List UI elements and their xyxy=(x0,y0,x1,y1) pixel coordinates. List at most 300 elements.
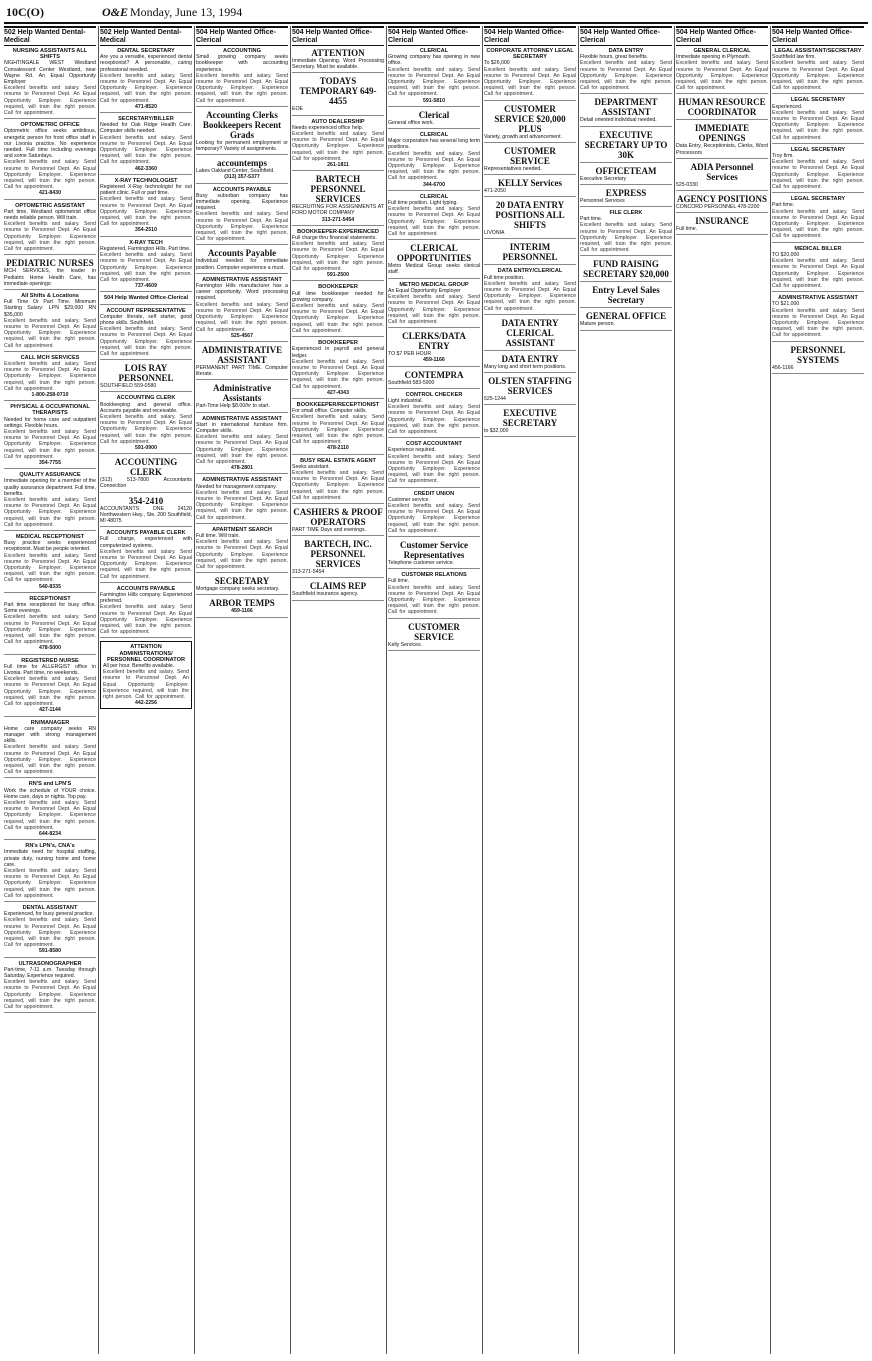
ad-body-text: Excellent benefits and salary. Send resume to Personnel Dept. An Equal Opportunity Employer. Experience required, will train the right person. Call for appointment. xyxy=(772,307,864,339)
classified-ad xyxy=(580,130,672,163)
ad-body: Personnel Services xyxy=(580,197,625,204)
ad-body: Major corporation has several long term positions. xyxy=(388,138,480,151)
ad-body: Full time position. Light typing. xyxy=(388,200,458,207)
ad-body: Immediate opening in Plymouth. xyxy=(676,54,751,61)
ad-title: ACCOUNTING CLERK xyxy=(116,395,176,402)
ad-body: An Equal Opportunity Employer xyxy=(388,287,461,294)
ad-title: OPTOMETRIC OFFICE xyxy=(20,122,80,129)
ad-title: MEDICAL RECEPTIONIST xyxy=(15,534,85,541)
ad-phone: 591-0900 xyxy=(135,444,157,451)
ad-phone: 442-2256 xyxy=(135,700,157,707)
ad-body-text: Excellent benefits and salary. Send resume to Personnel Dept. An Equal Opportunity Employer. Experience required, will train the right person. Call for appointment. xyxy=(196,489,288,521)
ad-title: AUTO DEALERSHIP xyxy=(311,118,365,125)
classified-ad xyxy=(292,119,384,172)
classified-ad xyxy=(388,622,480,651)
column-9 xyxy=(772,26,864,1354)
column-rule xyxy=(770,26,771,1354)
ad-body: Mortgage company seeks secretary. xyxy=(196,586,280,593)
column-4 xyxy=(292,26,384,1354)
classified-ad xyxy=(484,178,576,197)
ad-body: 471-2050 xyxy=(484,188,506,195)
column-2 xyxy=(100,26,192,1354)
classified-ad xyxy=(676,123,768,158)
ad-body: Immediate opening for a member of the quality assurance department. Full time, benefits. xyxy=(4,478,96,497)
ad-body: Customer service. xyxy=(388,496,430,503)
page-number: 10C(O) xyxy=(6,5,44,19)
ad-body-text: Excellent benefits and salary. Send resume to Personnel Dept. An Equal Opportunity Employer. Experience required, will train the right person. Call for appointment. xyxy=(196,434,288,465)
ad-title: TODAYS TEMPORARY 649-4455 xyxy=(299,76,377,107)
column-rule xyxy=(386,26,387,1354)
ad-body-text: Excellent benefits and salary. Send resume to Personnel Dept. An Equal Opportunity Employer. Experience required, will train the right person. Call for appointment. xyxy=(4,744,96,776)
ad-body-text: Excellent benefits and salary. Send resume to Personnel Dept. An Equal Opportunity Employer. Experience required, will train the right person. Call for appointment. xyxy=(292,469,384,501)
ad-body-text: Excellent benefits and salary. Send resume to Personnel Dept. An Equal Opportunity Employer. Experience required, will train the right person. Call for appointment. xyxy=(100,413,192,445)
classified-ad xyxy=(4,203,96,256)
ad-body-text: Excellent benefits and salary. Send resume to Personnel Dept. An Equal Opportunity Employer. Experience required, will train the right person. Call for appointment. xyxy=(388,206,480,238)
ad-title: CLERICAL xyxy=(419,132,449,139)
classified-ad xyxy=(292,402,384,455)
ad-body-text: Excellent benefits and salary. Send resume to Personnel Dept. An Equal Opportunity Employer. Experience required, will train the right person. Call for appointment. xyxy=(580,60,672,92)
ad-body: Part time. xyxy=(580,216,603,223)
column-heading: 502 Help Wanted Dental-Medical xyxy=(100,26,192,46)
ad-title: ADIA Personnel Services xyxy=(690,161,754,182)
ad-title: ADMINISTRATIVE ASSISTANT xyxy=(202,477,282,484)
ad-title: DATA ENTRY xyxy=(608,48,644,54)
classified-ad xyxy=(484,200,576,239)
ad-title: ACCOUNTING CLERK xyxy=(114,457,178,478)
ad-body: Farmington Hills company. Experienced preferred. xyxy=(100,592,192,605)
ad-body-text: Excellent benefits and salary. Send resume to Personnel Dept. An Equal Opportunity Employer. Experience required, will train the right person. Call for appointment. xyxy=(196,301,288,333)
ad-title: DATA ENTRY CLERICAL ASSISTANT xyxy=(501,317,559,348)
ad-title: ATTENTION ADMINISTRATIONS/ PERSONNEL COORDINATOR xyxy=(106,644,185,663)
classified-ad xyxy=(196,345,288,380)
classified-ad xyxy=(388,282,480,328)
classified-ad xyxy=(484,318,576,351)
ad-body-text: Excellent benefits and salary. Send resume to Personnel Dept. An Equal Opportunity Employer. Experience required, will train the right person. Call for appointment. xyxy=(4,867,96,899)
ad-title: INSURANCE xyxy=(695,216,749,227)
ad-title: PERSONNEL SYSTEMS xyxy=(790,344,846,365)
classified-ad xyxy=(100,496,192,528)
ad-title: CLAIMS REP xyxy=(309,581,367,592)
classified-ad xyxy=(772,97,864,143)
ad-body: CONCORD PERSONNEL 478-2200 xyxy=(676,204,760,211)
ad-title: IMMEDIATE OPENINGS xyxy=(694,123,750,144)
ad-body: Part time receptionist for busy office. Some evenings. xyxy=(4,602,96,615)
ad-body: Are you a versatile, experienced dental receptionist? A personable, caring professional needed. xyxy=(100,54,192,73)
ad-title: BARTECH, INC. PERSONNEL SERVICES xyxy=(304,539,372,570)
ad-body: Flexible hours, great benefits. xyxy=(580,54,649,61)
classified-ad xyxy=(772,246,864,292)
ad-body-text: Excellent benefits and salary. Send resume to Personnel Dept. An Equal Opportunity Employer. Experience required, will train the right person. Call for appointment. xyxy=(292,414,384,446)
classified-ad xyxy=(772,295,864,341)
ad-title: METRO MEDICAL GROUP xyxy=(399,281,469,288)
ad-body-text: Excellent benefits and salary. Send resume to Personnel Dept. An Equal Opportunity Employer. Experience required, will train the right person. Call for appointment. xyxy=(388,294,480,325)
classified-ad xyxy=(4,258,96,290)
classified-ad xyxy=(4,48,96,119)
ad-body: 313-271-5454 xyxy=(292,569,325,576)
ad-body-text: Excellent benefits and salary. Send resume to Personnel Dept. An Equal Opportunity Employer. Experience required, will train the right person. Call for appointment. xyxy=(4,360,96,392)
masthead: O&E xyxy=(102,5,129,19)
classified-ad xyxy=(580,166,672,185)
ad-phone: 354-7755 xyxy=(39,459,61,466)
ad-title: ULTRASONOGRAPHER xyxy=(18,960,82,967)
ad-body: Full charge thru financial statements. xyxy=(292,235,377,242)
ad-title: DENTAL ASSISTANT xyxy=(22,904,78,911)
ad-body: All per hour. Benefits available. xyxy=(103,663,175,670)
ad-body: General office work. xyxy=(388,119,435,126)
ad-title: ACCOUNTS PAYABLE CLERK xyxy=(106,530,186,537)
ad-title: BOOKKEEPER/RECEPTIONIST xyxy=(296,401,380,408)
classified-ad xyxy=(484,408,576,437)
ad-phone: 462-3360 xyxy=(135,165,157,172)
column-3 xyxy=(196,26,288,1354)
ad-title: EXECUTIVE SECRETARY UP TO 30K xyxy=(584,129,668,160)
classified-ad xyxy=(100,530,192,583)
ad-body: MCH SERVICES, the leader in Pediatric Home Health Care, has immediate openings: xyxy=(4,268,96,287)
ad-body: Work the schedule of YOUR choice. Home care, days or nights. Top pay. xyxy=(4,787,96,800)
classified-ad xyxy=(196,416,288,475)
ad-body: Lakes Oakland Center, Southfield. xyxy=(196,168,275,175)
ad-body: Full time bookkeeper needed for growing company. xyxy=(292,290,384,303)
ad-title: Entry Level Sales Secretary xyxy=(592,285,660,306)
ad-title: HUMAN RESOURCE COORDINATOR xyxy=(678,97,766,118)
ad-title: LOIS RAY PERSONNEL xyxy=(118,363,174,384)
ad-title: CUSTOMER RELATIONS xyxy=(401,572,467,579)
ad-title: APARTMENT SEARCH xyxy=(212,526,272,533)
ad-title: 354-2410 xyxy=(128,495,164,506)
ad-body: TO $21,000 xyxy=(772,301,800,308)
classified-ad xyxy=(388,441,480,487)
ad-title: LEGAL SECRETARY xyxy=(790,146,846,153)
ad-body-text: Excellent benefits and salary. Send resume to Personnel Dept. An Equal Opportunity Employer. Experience required, will train the right person. Call for appointment. xyxy=(388,150,480,182)
ad-title: Administrative Assistants xyxy=(213,383,271,404)
ad-body: Part time. xyxy=(772,202,795,209)
section-heading xyxy=(100,295,192,304)
classified-ad xyxy=(292,507,384,536)
ad-title: X-RAY TECH xyxy=(129,239,163,246)
classified-ad xyxy=(4,122,96,199)
classified-ad xyxy=(292,48,384,73)
ad-title: EXECUTIVE SECRETARY xyxy=(502,408,558,429)
ad-title: DENTAL SECRETARY xyxy=(117,48,175,54)
classified-ad xyxy=(772,196,864,242)
classified-ad xyxy=(388,110,480,129)
classified-ad xyxy=(196,477,288,523)
classified-ad xyxy=(388,540,480,569)
classified-ad xyxy=(4,355,96,401)
ad-body: Troy firm. xyxy=(772,153,794,160)
ad-body: Southfield law firm. xyxy=(772,54,816,61)
ad-title: BOOKKEEPER xyxy=(318,340,358,347)
classified-ad xyxy=(196,248,288,273)
ad-body: Representatives needed. xyxy=(484,165,542,172)
ad-body-text: Excellent benefits and salary. Send resume to Personnel Dept. An Equal Opportunity Employer. Experience required, will train the right person. Call for appointment. xyxy=(100,604,192,636)
ad-phone: 261-1811 xyxy=(327,162,349,169)
ad-phone: 591-5810 xyxy=(423,97,445,104)
ad-title: GENERAL CLERICAL xyxy=(693,48,751,54)
ad-body: Immediate Opening. Word Processing Secretary. Must be available. xyxy=(292,58,384,71)
classified-ad xyxy=(676,97,768,120)
classified-ad xyxy=(292,174,384,226)
ad-body: Registered X-Ray technologist for out patient clinic. Full or part time. xyxy=(100,184,192,197)
ad-title: All Shifts & Locations xyxy=(21,292,79,299)
ad-title: CALL MCH SERVICES xyxy=(20,354,80,361)
ad-body: (313) 513-7800 Accountants Connection xyxy=(100,477,192,490)
ad-title: OLSTEN STAFFING SERVICES xyxy=(488,376,572,397)
classified-ad xyxy=(100,363,192,392)
ad-title: OPTOMETRIC ASSISTANT xyxy=(15,202,85,209)
classified-ad xyxy=(580,285,672,308)
ad-title: CASHIERS & PROOF OPERATORS xyxy=(293,506,383,527)
classified-ad xyxy=(196,527,288,573)
classified-ad xyxy=(772,345,864,374)
ad-body: To $26,000 xyxy=(484,60,510,67)
column-6 xyxy=(484,26,576,1354)
classified-ad xyxy=(580,48,672,94)
ad-phone: 421-8430 xyxy=(39,190,61,197)
classified-ad xyxy=(100,395,192,454)
ad-body: Full Time Or Part Time. Minimum Starting Salary: LPN $29,000 RN $35,000 xyxy=(4,299,96,318)
ad-phone: (313) 357-5377 xyxy=(224,174,260,181)
ad-title: 20 DATA ENTRY POSITIONS ALL SHIFTS xyxy=(495,200,565,231)
classified-ad xyxy=(196,48,288,107)
column-rule xyxy=(98,26,99,1354)
ad-body-text: Excellent benefits and salary. Send resume to Personnel Dept. An Equal Opportunity Employer. Experience required, will train the right person. Call for appointment. xyxy=(100,134,192,166)
ad-title: EXPRESS xyxy=(605,187,647,198)
ad-title: BOOKKEEPER-EXPERIENCED xyxy=(297,228,379,235)
classified-ad xyxy=(484,354,576,373)
ad-body: 525-1244 xyxy=(484,396,506,403)
ad-title: RN/MANAGER xyxy=(30,719,70,726)
ad-body: Part-Time Help $8.00/hr to start. xyxy=(196,403,270,410)
ad-body: Mature person. xyxy=(580,321,615,328)
ad-body: Busy suburban company has immediate opening. Experience required. xyxy=(196,192,288,212)
ad-phone: 471-8520 xyxy=(135,103,157,110)
column-1 xyxy=(4,26,96,1354)
ad-body-text: Excellent benefits and salary. Send resume to Personnel Dept. An Equal Opportunity Employer. Experience required, will train the right person. Call for appointment. xyxy=(4,676,96,708)
ad-title: BARTECH PERSONNEL SERVICES xyxy=(310,174,366,205)
ad-title: LEGAL ASSISTANT/SECRETARY xyxy=(774,48,862,54)
classified-ad xyxy=(4,534,96,593)
classified-ad xyxy=(292,340,384,399)
ad-body-text: Excellent benefits and salary. Send resume to Personnel Dept. An Equal Opportunity Employer. Experience required, will train the right person. Call for appointment. xyxy=(100,72,192,104)
ad-body: Home care company seeks RN manager with strong management skills. xyxy=(4,725,96,745)
ad-phone: 540-8335 xyxy=(39,583,61,590)
ad-phone: 591-8580 xyxy=(39,948,61,955)
ad-body-text: Excellent benefits and salary. Send resume to Personnel Dept. An Equal Opportunity Employer. Experience required, will train the right person. Call for appointment. xyxy=(484,280,576,312)
classified-ad xyxy=(676,162,768,191)
classified-ad xyxy=(292,76,384,115)
column-rule xyxy=(290,26,291,1354)
ad-title: ADMINISTRATIVE ASSISTANT xyxy=(202,415,282,422)
ad-body-text: Excellent benefits and salary. Send resume to Personnel Dept. An Equal Opportunity Employer. Experience required, will train the right person. Call for appointment. xyxy=(4,221,96,253)
classified-ad xyxy=(4,658,96,717)
ad-title: CORPORATE ATTORNEY LEGAL SECRETARY xyxy=(486,48,574,61)
classified-ad xyxy=(4,961,96,1014)
ad-body: TO $20,000 xyxy=(772,251,800,258)
ad-title: ADMINISTRATIVE ASSISTANT xyxy=(778,295,858,302)
ad-body-text: Excellent benefits and salary. Send resume to Personnel Dept. An Equal Opportunity Employer. Experience required, will train the right person. Call for appointment. xyxy=(772,159,864,191)
classified-ad xyxy=(580,210,672,256)
column-rule xyxy=(194,26,195,1354)
ad-body: Needs experienced office help. xyxy=(292,124,364,131)
ad-body-text: Excellent benefits and salary. Send resume to Personnel Dept. An Equal Opportunity Employer. Experience required, will train the right person. Call for appointment. xyxy=(100,252,192,283)
ad-title: ACCOUNTS PAYABLE xyxy=(116,585,176,592)
ad-title: CUSTOMER SERVICE xyxy=(408,621,460,642)
classified-ad xyxy=(4,843,96,902)
classified-ad xyxy=(484,146,576,175)
ad-body: Experienced. xyxy=(772,103,803,110)
ad-body: RECRUITING FOR ASSIGNMENTS AT FORD MOTOR COMPANY xyxy=(292,204,384,217)
ad-phone: 344-6700 xyxy=(423,181,445,188)
ad-phone: 591-2500 xyxy=(327,272,349,279)
ad-title: RN's LPN's, CNA's xyxy=(25,843,75,850)
ad-body-text: Excellent benefits and salary. Send resume to Personnel Dept. An Equal Opportunity Employer. Experience required, will train the right person. Call for appointment. xyxy=(772,208,864,240)
ad-body-text: Excellent benefits and salary. Send resume to Personnel Dept. An Equal Opportunity Employer. Experience required, will train the right person. Call for appointment. xyxy=(103,669,189,701)
classified-ad xyxy=(388,491,480,537)
column-heading: 504 Help Wanted Office-Clerical xyxy=(580,26,672,46)
ad-title: ADMINISTRATIVE ASSISTANT xyxy=(202,276,282,283)
classified-ad xyxy=(484,48,576,101)
ad-body: Many long and short term positions. xyxy=(484,363,567,370)
ad-body-text: Excellent benefits and salary. Send resume to Personnel Dept. An Equal Opportunity Employer. Experience required, will train the right person. Call for appointment. xyxy=(292,303,384,334)
classified-ad xyxy=(580,188,672,207)
column-8 xyxy=(676,26,768,1354)
ad-body: Computer literate, self starter, good phone skills. Southfield. xyxy=(100,313,192,326)
ad-body: PART TIME Days and evenings. xyxy=(292,526,367,533)
ad-title: DATA ENTRY xyxy=(501,353,559,364)
ad-phone: 737-4609 xyxy=(135,283,157,290)
ad-body: ACCOUNTANTS ONE 24120 Northwestern Hwy., Ste. 200 Southfield, MI 48075 xyxy=(100,505,192,524)
ad-body-text: Excellent benefits and salary. Send resume to Personnel Dept. An Equal Opportunity Employer. Experience required, will train the right person. Call for appointment. xyxy=(484,66,576,98)
ad-body: Farmington Hills manufacturer has a career opportunity. Word processing required. xyxy=(196,283,288,302)
column-heading: 502 Help Wanted Dental-Medical xyxy=(4,26,96,46)
column-7 xyxy=(580,26,672,1354)
classified-ad xyxy=(196,598,288,617)
classified-ad xyxy=(388,194,480,240)
classified-ad xyxy=(4,293,96,352)
ad-body-text: Excellent benefits and salary. Send resume to Personnel Dept. An Equal Opportunity Employer. Experience required, will train the right person. Call for appointment. xyxy=(4,552,96,584)
classified-ad xyxy=(580,311,672,330)
ad-title: BOOKKEEPER xyxy=(318,284,358,291)
ad-body: SOUTHFIELD 559-0580 xyxy=(100,383,157,390)
ad-title: CONTROL CHECKER xyxy=(405,391,463,398)
ad-body-text: Excellent benefits and salary. Send resume to Personnel Dept. An Equal Opportunity Employer. Experience required, will train the right person. Call for appointment. xyxy=(676,60,768,92)
ad-body-text: Excellent benefits and salary. Send resume to Personnel Dept. An Equal Opportunity Employer. Experience required, will train the right person. Call for appointment. xyxy=(292,131,384,162)
ad-title: CLERKS/DATA ENTRY xyxy=(402,331,466,352)
ad-body: Executive Secretary xyxy=(580,175,627,182)
ad-body: Seeks assistant. xyxy=(292,463,330,470)
ad-body: PERMANENT PART TIME. Computer literate. xyxy=(196,364,288,378)
classified-ad xyxy=(100,116,192,175)
ad-body: Individual needed for immediate position. Computer experience a must. xyxy=(196,258,288,271)
classified-ad xyxy=(4,720,96,779)
ad-title: ACCOUNTS PAYABLE xyxy=(212,186,272,193)
classified-ad xyxy=(676,194,768,213)
ad-title: CREDIT UNION xyxy=(413,490,455,497)
ad-body: Full time. xyxy=(388,578,410,585)
ad-title: PEDIATRIC NURSES xyxy=(6,258,94,269)
ad-body: Southfield 583-5900 xyxy=(388,379,435,386)
ad-body-text: Excellent benefits and salary. Send resume to Personnel Dept. An Equal Opportunity Employer. Experience required, will train the right person. Call for appointment. xyxy=(772,109,864,141)
classified-ad xyxy=(484,376,576,405)
classified-ad xyxy=(676,48,768,94)
classified-ad xyxy=(196,158,288,183)
ad-body-text: Excellent benefits and salary. Send resume to Personnel Dept. An Equal Opportunity Employer. Experience required, will train the right person. Call for appointment. xyxy=(4,428,96,460)
classified-ad xyxy=(100,586,192,639)
ad-title: AGENCY POSITIONS xyxy=(677,194,767,205)
classified-ad xyxy=(388,572,480,618)
ad-title: FILE CLERK xyxy=(609,210,643,217)
ad-body-text: Excellent benefits and salary. Send resume to Personnel Dept. An Equal Opportunity Employer. Experience required, will train the right person. Call for appointment. xyxy=(196,72,288,104)
ad-title: NURSING ASSISTANTS ALL SHIFTS xyxy=(12,48,88,61)
classified-ad xyxy=(388,392,480,438)
ad-body-text: Excellent benefits and salary. Send resume to Personnel Dept. An Equal Opportunity Employer. Experience required, will train the right person. Call for appointment. xyxy=(4,159,96,191)
classified-ad xyxy=(388,243,480,278)
ad-body: Experienced, for busy general practice. xyxy=(4,911,94,918)
column-heading: 504 Help Wanted Office-Clerical xyxy=(484,26,576,46)
ad-title: PHYSICAL & OCCUPATIONAL THERAPISTS xyxy=(10,404,90,417)
ad-title: Clerical xyxy=(418,109,450,120)
classified-ad xyxy=(772,48,864,94)
issue-date: Monday, June 13, 1994 xyxy=(130,5,243,19)
ad-body: LIVONIA xyxy=(484,230,505,237)
ad-body: Experience required. xyxy=(388,447,436,454)
ad-phone: 313-271-5454 xyxy=(321,216,355,223)
ad-title: OFFICETEAM xyxy=(595,165,657,176)
classified-ad xyxy=(100,457,192,492)
column-rule xyxy=(674,26,675,1354)
ad-body-text: Excellent benefits and salary. Send resume to Personnel Dept. An Equal Opportunity Employer. Experience required, will train the right person. Call for appointment. xyxy=(388,66,480,98)
ad-phone: 478-5000 xyxy=(39,645,61,652)
ad-title: Accounting Clerks Bookkeepers Recent Grads xyxy=(202,109,282,140)
ad-phone: 1-800-258-0710 xyxy=(31,391,69,398)
classified-ad xyxy=(100,308,192,361)
column-rule xyxy=(578,26,579,1354)
ad-body: Full time. Will train. xyxy=(196,532,240,539)
classified-ad xyxy=(4,781,96,840)
classified-ad xyxy=(292,581,384,600)
ad-body: Telephone customer service. xyxy=(388,559,455,566)
ad-body-text: Excellent benefits and salary. Send resume to Personnel Dept. An Equal Opportunity Employer. Experience required, will train the right person. Call for appointment. xyxy=(4,799,96,831)
ad-body: For small office. Computer skills. xyxy=(292,408,367,415)
classified-ad xyxy=(196,576,288,595)
ad-title: COST ACCOUNTANT xyxy=(406,441,462,448)
column-heading: 504 Help Wanted Office-Clerical xyxy=(388,26,480,46)
classified-ad xyxy=(580,97,672,126)
ad-phone: 478-2110 xyxy=(327,445,349,452)
ad-title: CUSTOMER SERVICE xyxy=(504,145,556,166)
ad-body-text: Excellent benefits and salary. Send resume to Personnel Dept. An Equal Opportunity Employer. Experience required, will train the right person. Call for appointment. xyxy=(4,917,96,949)
ad-body-text: Excellent benefits and salary. Send resume to Personnel Dept. An Equal Opportunity Employer. Experience required, will train the right person. Call for appointment. xyxy=(100,196,192,228)
ad-body-text: Excellent benefits and salary. Send resume to Personnel Dept. An Equal Opportunity Employer. Experience required, will train the right person. Call for appointment. xyxy=(772,258,864,289)
ad-title: 504 Help Wanted Office-Clerical xyxy=(103,295,189,302)
classified-ad xyxy=(676,216,768,235)
classified-ad xyxy=(4,905,96,958)
ad-body-text: Excellent benefits and salary. Send resume to Personnel Dept. An Equal Opportunity Employer. Experience required, will train the right person. Call for appointment. xyxy=(388,404,480,435)
ad-body: Optometric office seeks ambitious, energetic person for front office staff in our Livonia practice. No experience needed. Full time including evenings and some Saturdays. xyxy=(4,128,96,160)
ad-title: LEGAL SECRETARY xyxy=(790,97,846,104)
ad-body-text: Excellent benefits and salary. Send resume to Personnel Dept. An Equal Opportunity Employer. Experience required, will train the right person. Call for appointment. xyxy=(388,584,480,616)
ad-body: TO $7 PER HOUR xyxy=(388,351,432,358)
ad-body: Full time position. xyxy=(484,274,525,281)
classified-ad xyxy=(484,104,576,143)
ad-title: ATTENTION xyxy=(311,48,365,58)
classified-ad xyxy=(388,331,480,366)
ad-body: 456-1166 xyxy=(772,364,794,371)
ad-body: Busy practice seeks experienced receptionist. Must be people oriented. xyxy=(4,540,96,553)
ad-phone: 427-1144 xyxy=(39,707,61,714)
ad-body: Metro Medical Group seeks clerical staff. xyxy=(388,263,480,276)
